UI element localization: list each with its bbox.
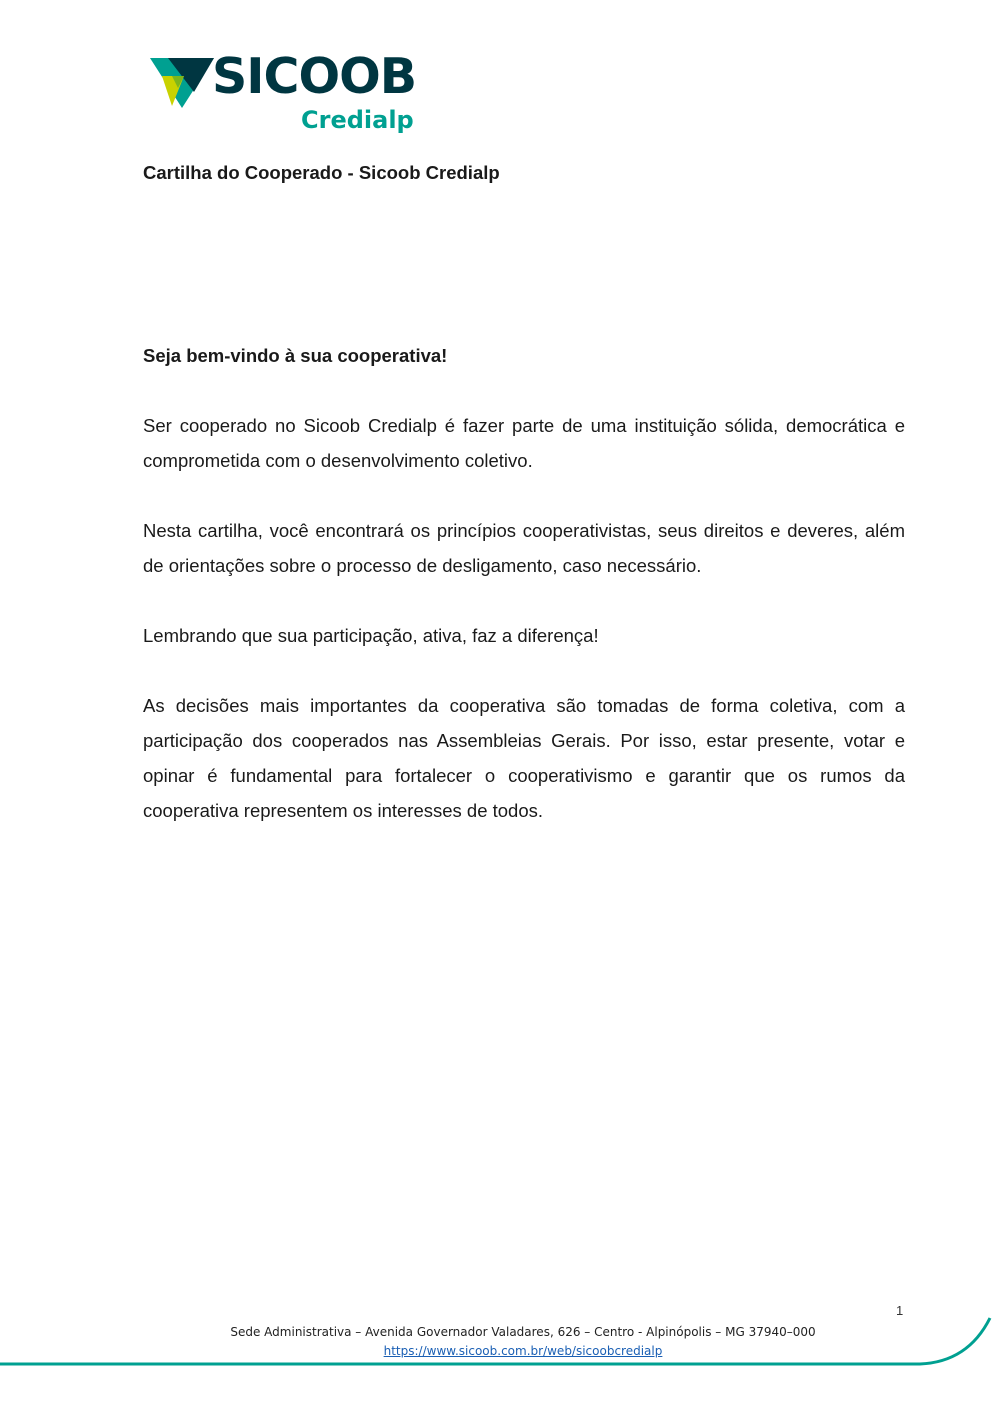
sicoob-logo-mark-icon [148, 52, 218, 112]
footer-link-wrapper [0, 1344, 1000, 1358]
paragraph-1: Ser cooperado no Sicoob Credialp é fazer parte de uma instituição sólida, democrática e comprometida com o desenvolvimento coletivo. [143, 415, 905, 471]
logo-subbrand-text: Credialp [301, 106, 414, 134]
page-number: 1 [896, 1303, 904, 1318]
welcome-heading: Seja bem-vindo à sua cooperativa! [143, 345, 448, 366]
paragraph-3: Lembrando que sua participação, ativa, faz a diferença! [143, 625, 599, 646]
footer-decorative-line [0, 1300, 1000, 1380]
document-title: Cartilha do Cooperado - Sicoob Credialp [143, 162, 500, 183]
footer-address: Sede Administrativa – Avenida Governador Valadares, 626 – Centro - Alpinópolis – MG 37940–000 [230, 1325, 816, 1339]
paragraph-4: As decisões mais importantes da cooperativa são tomadas de forma coletiva, com a participação dos cooperados nas Assembleias Gerais. Por isso, estar presente, votar e opinar é fundamental para fortalecer o cooperativismo e garantir que os rumos da cooperativa representem os interesses de todos. [143, 695, 905, 821]
sicoob-logo [148, 48, 418, 138]
logo-brand-text: SICOOB [212, 48, 417, 105]
document-body [143, 338, 905, 863]
website-link[interactable]: https://www.sicoob.com.br/web/sicoobcredialp [383, 1344, 663, 1358]
paragraph-2: Nesta cartilha, você encontrará os princípios cooperativistas, seus direitos e deveres, além de orientações sobre o processo de desligamento, caso necessário. [143, 520, 905, 576]
